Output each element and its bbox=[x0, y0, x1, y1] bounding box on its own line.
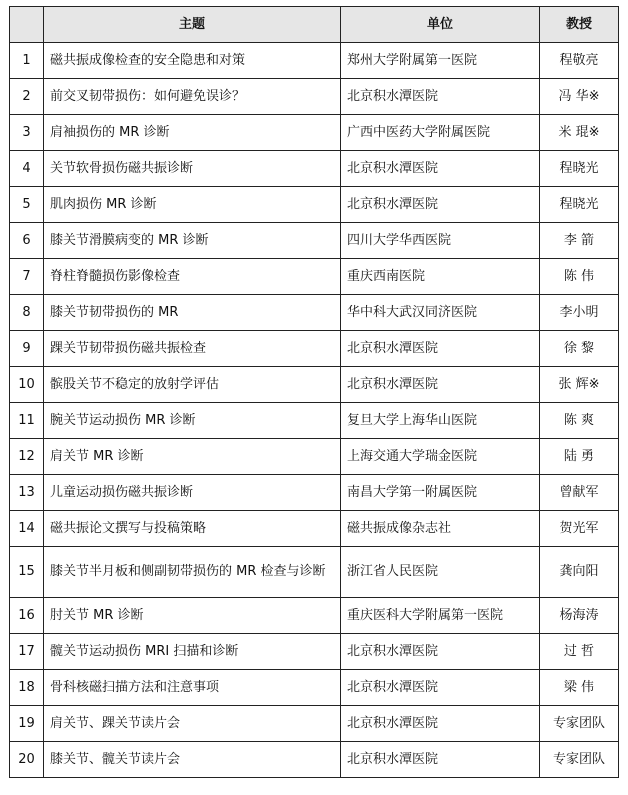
row-unit: 北京积水潭医院 bbox=[341, 79, 540, 115]
table-body bbox=[10, 43, 619, 778]
row-topic: 腕关节运动损伤 MR 诊断 bbox=[44, 403, 341, 439]
row-professor: 李小明 bbox=[540, 295, 619, 331]
table-row bbox=[10, 151, 619, 187]
row-num: 8 bbox=[10, 295, 44, 331]
row-professor: 张 辉※ bbox=[540, 367, 619, 403]
row-topic: 肘关节 MR 诊断 bbox=[44, 598, 341, 634]
row-num: 16 bbox=[10, 598, 44, 634]
row-num: 14 bbox=[10, 511, 44, 547]
row-num: 4 bbox=[10, 151, 44, 187]
row-num: 7 bbox=[10, 259, 44, 295]
row-professor: 程晓光 bbox=[540, 151, 619, 187]
table-row bbox=[10, 79, 619, 115]
row-professor: 程晓光 bbox=[540, 187, 619, 223]
row-topic: 髋关节运动损伤 MRI 扫描和诊断 bbox=[44, 634, 341, 670]
row-num: 17 bbox=[10, 634, 44, 670]
row-num: 11 bbox=[10, 403, 44, 439]
row-num: 12 bbox=[10, 439, 44, 475]
table-row bbox=[10, 115, 619, 151]
table-row bbox=[10, 511, 619, 547]
row-topic: 前交叉韧带损伤：如何避免误诊？ bbox=[44, 79, 341, 115]
row-professor: 陆 勇 bbox=[540, 439, 619, 475]
row-num: 18 bbox=[10, 670, 44, 706]
table-row bbox=[10, 742, 619, 778]
table-row bbox=[10, 43, 619, 79]
row-topic: 磁共振论文撰写与投稿策略 bbox=[44, 511, 341, 547]
row-professor: 杨海涛 bbox=[540, 598, 619, 634]
row-num: 15 bbox=[10, 547, 44, 598]
row-unit: 北京积水潭医院 bbox=[341, 706, 540, 742]
row-unit: 北京积水潭医院 bbox=[341, 742, 540, 778]
row-topic: 儿童运动损伤磁共振诊断 bbox=[44, 475, 341, 511]
table-row bbox=[10, 547, 619, 598]
header-num bbox=[10, 7, 44, 43]
row-unit: 北京积水潭医院 bbox=[341, 367, 540, 403]
table-row bbox=[10, 403, 619, 439]
row-professor: 陈 爽 bbox=[540, 403, 619, 439]
row-unit: 北京积水潭医院 bbox=[341, 670, 540, 706]
row-unit: 上海交通大学瑞金医院 bbox=[341, 439, 540, 475]
header-unit: 单位 bbox=[341, 7, 540, 43]
lecture-schedule-table bbox=[9, 6, 619, 778]
row-topic: 磁共振成像检查的安全隐患和对策 bbox=[44, 43, 341, 79]
row-unit: 郑州大学附属第一医院 bbox=[341, 43, 540, 79]
row-num: 10 bbox=[10, 367, 44, 403]
row-professor: 专家团队 bbox=[540, 706, 619, 742]
row-professor: 李 箭 bbox=[540, 223, 619, 259]
row-num: 1 bbox=[10, 43, 44, 79]
row-professor: 程敬亮 bbox=[540, 43, 619, 79]
row-topic: 肩袖损伤的 MR 诊断 bbox=[44, 115, 341, 151]
row-unit: 北京积水潭医院 bbox=[341, 634, 540, 670]
row-unit: 复旦大学上海华山医院 bbox=[341, 403, 540, 439]
header-row bbox=[10, 7, 619, 43]
row-unit: 华中科大武汉同济医院 bbox=[341, 295, 540, 331]
row-num: 13 bbox=[10, 475, 44, 511]
row-num: 2 bbox=[10, 79, 44, 115]
row-topic: 膝关节、髋关节读片会 bbox=[44, 742, 341, 778]
row-professor: 梁 伟 bbox=[540, 670, 619, 706]
row-topic: 肩关节、踝关节读片会 bbox=[44, 706, 341, 742]
table-row bbox=[10, 598, 619, 634]
row-unit: 广西中医药大学附属医院 bbox=[341, 115, 540, 151]
row-professor: 龚向阳 bbox=[540, 547, 619, 598]
row-professor: 贺光军 bbox=[540, 511, 619, 547]
row-topic: 膝关节韧带损伤的 MR bbox=[44, 295, 341, 331]
row-topic: 肌肉损伤 MR 诊断 bbox=[44, 187, 341, 223]
row-unit: 重庆西南医院 bbox=[341, 259, 540, 295]
row-professor: 专家团队 bbox=[540, 742, 619, 778]
row-topic: 踝关节韧带损伤磁共振检查 bbox=[44, 331, 341, 367]
row-num: 6 bbox=[10, 223, 44, 259]
row-topic: 膝关节半月板和侧副韧带损伤的 MR 检查与诊断 bbox=[44, 547, 341, 598]
row-unit: 北京积水潭医院 bbox=[341, 151, 540, 187]
row-topic: 肩关节 MR 诊断 bbox=[44, 439, 341, 475]
row-topic: 膝关节滑膜病变的 MR 诊断 bbox=[44, 223, 341, 259]
row-topic: 脊柱脊髓损伤影像检查 bbox=[44, 259, 341, 295]
row-unit: 北京积水潭医院 bbox=[341, 331, 540, 367]
table-row bbox=[10, 331, 619, 367]
row-unit: 重庆医科大学附属第一医院 bbox=[341, 598, 540, 634]
table-row bbox=[10, 706, 619, 742]
row-num: 3 bbox=[10, 115, 44, 151]
table-row bbox=[10, 475, 619, 511]
table-row bbox=[10, 295, 619, 331]
row-topic: 髌股关节不稳定的放射学评估 bbox=[44, 367, 341, 403]
table-row bbox=[10, 439, 619, 475]
row-professor: 米 琨※ bbox=[540, 115, 619, 151]
table-row bbox=[10, 367, 619, 403]
row-num: 19 bbox=[10, 706, 44, 742]
table-row bbox=[10, 634, 619, 670]
table-row bbox=[10, 670, 619, 706]
row-professor: 曾献军 bbox=[540, 475, 619, 511]
row-unit: 浙江省人民医院 bbox=[341, 547, 540, 598]
row-unit: 四川大学华西医院 bbox=[341, 223, 540, 259]
table-row bbox=[10, 223, 619, 259]
row-num: 9 bbox=[10, 331, 44, 367]
row-professor: 冯 华※ bbox=[540, 79, 619, 115]
table-row bbox=[10, 259, 619, 295]
table-row bbox=[10, 187, 619, 223]
row-topic: 骨科核磁扫描方法和注意事项 bbox=[44, 670, 341, 706]
row-professor: 过 哲 bbox=[540, 634, 619, 670]
row-unit: 北京积水潭医院 bbox=[341, 187, 540, 223]
row-unit: 南昌大学第一附属医院 bbox=[341, 475, 540, 511]
row-professor: 徐 黎 bbox=[540, 331, 619, 367]
row-professor: 陈 伟 bbox=[540, 259, 619, 295]
header-topic: 主题 bbox=[44, 7, 341, 43]
header-professor: 教授 bbox=[540, 7, 619, 43]
row-unit: 磁共振成像杂志社 bbox=[341, 511, 540, 547]
row-topic: 关节软骨损伤磁共振诊断 bbox=[44, 151, 341, 187]
row-num: 20 bbox=[10, 742, 44, 778]
row-num: 5 bbox=[10, 187, 44, 223]
